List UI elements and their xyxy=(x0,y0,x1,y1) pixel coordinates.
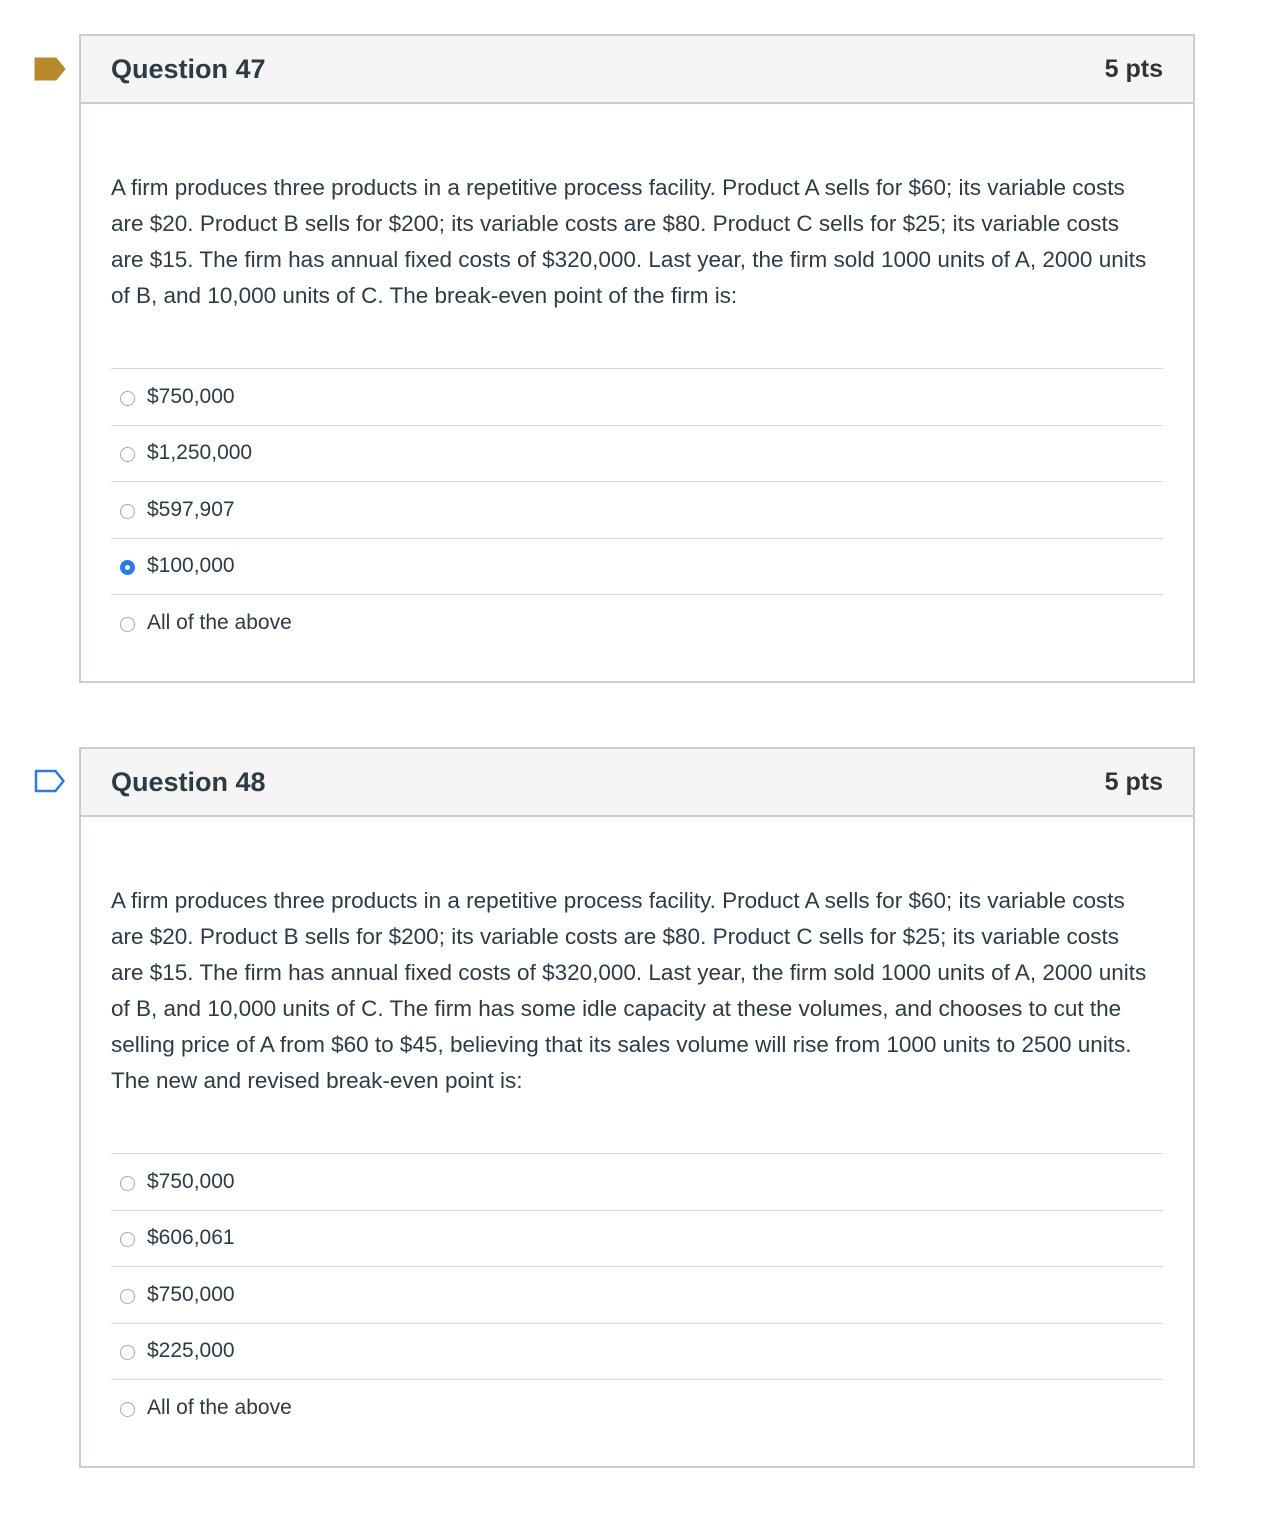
answer-list xyxy=(111,1153,1163,1437)
radio-button[interactable] xyxy=(120,1345,135,1360)
answer-label: $100,000 xyxy=(147,554,235,578)
question-title: Question 47 xyxy=(111,53,266,84)
question-points: 5 pts xyxy=(1104,54,1163,83)
answer-option[interactable] xyxy=(111,1211,1163,1268)
radio-button[interactable] xyxy=(120,1289,135,1304)
flag-question-48-icon[interactable] xyxy=(34,769,66,793)
answer-label: All of the above xyxy=(147,1396,292,1420)
question-body xyxy=(81,104,1193,652)
answer-list xyxy=(111,368,1163,652)
answer-label: $606,061 xyxy=(147,1226,235,1250)
radio-button[interactable] xyxy=(120,1402,135,1417)
answer-label: $225,000 xyxy=(147,1339,235,1363)
answer-option[interactable] xyxy=(111,369,1163,426)
answer-option[interactable] xyxy=(111,482,1163,539)
answer-option-selected[interactable] xyxy=(111,539,1163,596)
radio-button-selected[interactable] xyxy=(120,560,135,575)
answer-option[interactable] xyxy=(111,1324,1163,1381)
answer-option[interactable] xyxy=(111,1380,1163,1437)
question-body xyxy=(81,817,1193,1437)
answer-label: $750,000 xyxy=(147,384,235,408)
question-text: A firm produces three products in a repetitive process facility. Product A sells for $60; its variable costs are $20. Product B sells for $200; its variable costs are $80. Product C sells for $25; its variable costs are $15. The firm has annual fixed costs of $320,000. Last year, the firm sold 1000 units of A, 2000 units of B, and 10,000 units of C. The firm has some idle capacity at these volumes, and chooses to cut the selling price of A from $60 to $45, believing that its sales volume will rise from 1000 units to 2500 units. The new and revised break-even point is: xyxy=(111,888,1147,1093)
radio-button[interactable] xyxy=(120,1176,135,1191)
answer-option[interactable] xyxy=(111,1267,1163,1324)
answer-option[interactable] xyxy=(111,1154,1163,1211)
radio-button[interactable] xyxy=(120,504,135,519)
answer-label: $1,250,000 xyxy=(147,441,253,465)
radio-button[interactable] xyxy=(120,1232,135,1247)
answer-label: $597,907 xyxy=(147,497,235,521)
radio-button[interactable] xyxy=(120,447,135,462)
question-47 xyxy=(79,34,1195,683)
question-header xyxy=(81,36,1193,104)
question-title: Question 48 xyxy=(111,766,266,797)
answer-label: $750,000 xyxy=(147,1282,235,1306)
question-points: 5 pts xyxy=(1104,767,1163,796)
radio-button[interactable] xyxy=(120,391,135,406)
question-text: A firm produces three products in a repetitive process facility. Product A sells for $60; its variable costs are $20. Product B sells for $200; its variable costs are $80. Product C sells for $25; its variable costs are $15. The firm has annual fixed costs of $320,000. Last year, the firm sold 1000 units of A, 2000 units of B, and 10,000 units of C. The break-even point of the firm is: xyxy=(111,175,1147,308)
answer-label: All of the above xyxy=(147,611,292,635)
answer-label: $750,000 xyxy=(147,1169,235,1193)
question-header xyxy=(81,749,1193,817)
radio-button[interactable] xyxy=(120,617,135,632)
question-48 xyxy=(79,747,1195,1468)
answer-option[interactable] xyxy=(111,426,1163,483)
answer-option[interactable] xyxy=(111,595,1163,652)
flag-question-47-icon[interactable] xyxy=(34,57,66,81)
